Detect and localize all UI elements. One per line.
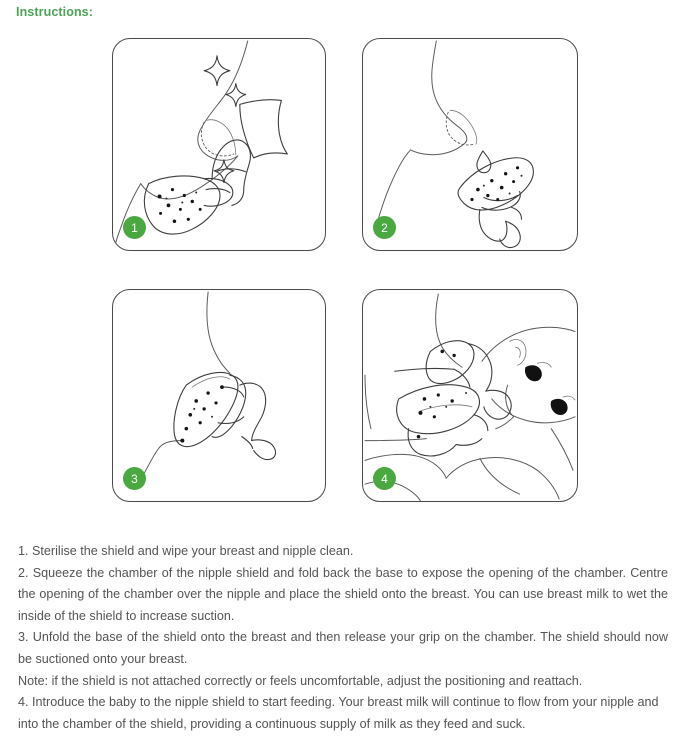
- illustration-panel-3: [112, 289, 326, 502]
- illustration-panel-4: [362, 289, 578, 502]
- panel-2-artwork: [363, 39, 577, 250]
- instruction-step-1: 1. Sterilise the shield and wipe your breast and nipple clean.: [18, 544, 354, 558]
- illustration-panel-2: [362, 38, 578, 251]
- panel-1-artwork: [113, 39, 325, 250]
- panel-4-artwork: [363, 290, 577, 501]
- illustration-panel-1: [112, 38, 326, 251]
- step-badge-1: 1: [123, 216, 146, 239]
- step-badge-3: 3: [123, 467, 146, 490]
- instruction-step-3: 3. Unfold the base of the shield onto the breast and then release your grip on the chamber. The shield should now be suctioned onto your breast.: [18, 630, 668, 666]
- instruction-step-4: 4. Introduce the baby to the nipple shield to start feeding. Your breast milk will continue to flow from your nipple and into the chamber of the shield, providing a continuous supply of milk as they feed and suck.: [18, 695, 659, 731]
- step-badge-4: 4: [373, 467, 396, 490]
- instruction-note: Note: if the shield is not attached correctly or feels uncomfortable, adjust the positioning and reattach.: [18, 673, 583, 688]
- step-badge-2: 2: [373, 216, 396, 239]
- instruction-step-2: 2. Squeeze the chamber of the nipple shield and fold back the base to expose the opening of the chamber. Centre the opening of the chamber over the nipple and place the shield onto the breast. You can use breast milk to wet the inside of the shield to increase suction.: [18, 565, 668, 623]
- page-title: Instructions:: [16, 5, 93, 19]
- panel-3-artwork: [113, 290, 325, 501]
- instructions-text: [18, 541, 668, 735]
